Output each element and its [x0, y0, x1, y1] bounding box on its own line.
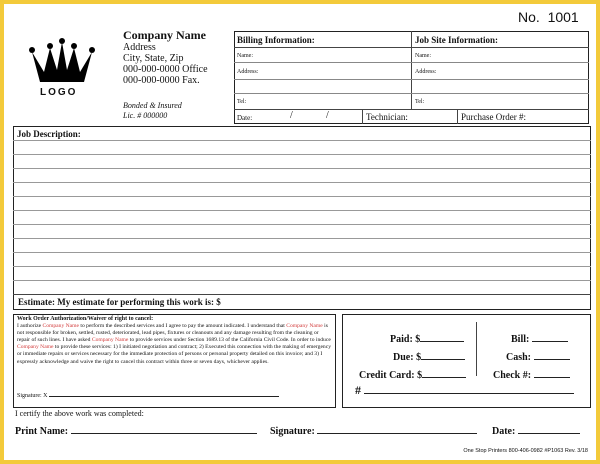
completion-date-field[interactable] [492, 424, 580, 437]
paid-dollar: $ [415, 334, 421, 345]
job-description-label: Job Description: [17, 129, 81, 139]
job-line-7 [13, 224, 591, 225]
authorization-p3: is not responsible for broken, settled, rusted, deteriorated, lead pipes, fixtures or cleanouts and any damage resulting from the cleaning or repair of such lines. I have asked [17, 323, 328, 344]
date-slash-2: / [326, 110, 329, 121]
credit-card-line[interactable] [422, 368, 466, 378]
meta-divider-2 [457, 109, 458, 124]
authorization-p2: to perform the described services and I agree to pay the amount indicated. I understand that [80, 323, 285, 330]
jobsite-name-label[interactable]: Name: [415, 53, 431, 59]
company-info [123, 28, 208, 86]
info-rule-2 [234, 79, 589, 80]
job-line-9 [13, 252, 591, 253]
print-name-field[interactable] [15, 424, 257, 437]
paid-label: Paid: [390, 334, 413, 345]
due-label: Due: [393, 352, 414, 363]
print-name-label: Print Name: [15, 426, 69, 437]
authorization-signature-label: Signature: X [17, 393, 48, 399]
job-line-8 [13, 238, 591, 239]
logo-text: LOGO [40, 87, 78, 98]
check-label: Check #: [493, 370, 532, 381]
date-slash-1: / [290, 110, 293, 121]
bill-label: Bill: [511, 334, 530, 345]
estimate-label[interactable]: Estimate: My estimate for performing this work is: $ [18, 297, 221, 307]
date-label[interactable]: Date: [237, 114, 253, 122]
crown-icon [26, 38, 98, 86]
form-number-label: No. [518, 9, 540, 25]
authorization-signature[interactable] [17, 390, 279, 399]
company-name: Company Name [123, 28, 206, 42]
job-line-3 [13, 168, 591, 169]
billing-address-label[interactable]: Address: [237, 69, 259, 75]
check-line[interactable] [534, 368, 570, 378]
info-header-rule [234, 47, 589, 48]
info-divider [411, 31, 412, 109]
job-line-6 [13, 210, 591, 211]
jobsite-header: Job Site Information: [415, 35, 498, 45]
info-rule-4 [234, 109, 589, 110]
company-bonded: Bonded & Insured [123, 101, 182, 110]
completion-date-line[interactable] [518, 424, 580, 434]
due-line[interactable] [421, 350, 465, 360]
billing-tel-label[interactable]: Tel: [237, 99, 247, 105]
jobsite-tel-label[interactable]: Tel: [415, 99, 425, 105]
company-fax: 000-000-0000 Fax. [123, 75, 200, 86]
work-order-form [4, 4, 596, 460]
check-field[interactable] [493, 368, 570, 381]
meta-divider-1 [362, 109, 363, 124]
bill-line[interactable] [532, 332, 568, 342]
authorization-p5: to provide these services: 1) I initiated negotiation and contract; 2) Executed this connection with the making of emergency or immediate repairs or services necessary for the immediate protection of persons or personal property detailed on this invoice; and 3) I expressly acknowledge and waive the right to cancel this contract within three or seven days, whichever applies. [17, 344, 332, 365]
authorization-title: Work Order Authorization/Waiver of right to cancel: [17, 316, 154, 322]
hash-label: # [355, 383, 361, 397]
authorization-company-4: Company Name [17, 344, 54, 351]
due-dollar: $ [416, 352, 422, 363]
cash-line[interactable] [534, 350, 570, 360]
form-number [518, 9, 579, 25]
job-line-12 [13, 294, 591, 295]
credit-card-label: Credit Card: [359, 370, 415, 381]
printer-footer: One Stop Printers 800-406-0982 #P1063 Rev. 3/18 [463, 448, 588, 454]
purchase-order-label[interactable]: Purchase Order #: [461, 112, 526, 122]
job-line-5 [13, 196, 591, 197]
job-line-11 [13, 280, 591, 281]
certify-text: I certify the above work was completed: [15, 409, 144, 418]
authorization-company-3: Company Name [91, 337, 129, 344]
authorization-text [17, 316, 333, 366]
due-field[interactable] [393, 350, 465, 363]
info-rule-1 [234, 62, 589, 63]
paid-field[interactable] [390, 332, 464, 345]
company-license: Lic. # 000000 [123, 111, 168, 120]
completion-date-label: Date: [492, 426, 516, 437]
job-line-1 [13, 140, 591, 141]
hash-field[interactable] [355, 383, 574, 398]
credit-card-dollar: $ [417, 370, 423, 381]
completion-signature-field[interactable] [270, 424, 477, 437]
cash-field[interactable] [506, 350, 570, 363]
authorization-company-1: Company Name [42, 323, 79, 330]
cash-label: Cash: [506, 352, 532, 363]
company-office-phone: 000-000-0000 Office [123, 64, 208, 75]
info-rule-3 [234, 93, 589, 94]
technician-label[interactable]: Technician: [366, 112, 408, 122]
paid-line[interactable] [420, 332, 464, 342]
company-bonded-block [123, 101, 182, 121]
authorization-p4: to provide services under Section 1689.13 of the California Civil Code. In order to induce [129, 337, 331, 344]
authorization-signature-line[interactable] [49, 390, 279, 397]
print-name-line[interactable] [71, 424, 257, 434]
jobsite-address-label[interactable]: Address: [415, 69, 437, 75]
completion-signature-label: Signature: [270, 426, 315, 437]
credit-card-field[interactable] [359, 368, 466, 381]
job-line-4 [13, 182, 591, 183]
authorization-p1: I authorize [17, 323, 42, 330]
job-line-10 [13, 266, 591, 267]
form-number-value: 1001 [547, 9, 579, 25]
authorization-company-2: Company Name [286, 323, 323, 330]
hash-line[interactable] [364, 384, 574, 394]
job-line-2 [13, 154, 591, 155]
bill-field[interactable] [511, 332, 568, 345]
company-address: Address [123, 42, 156, 53]
payment-divider [476, 322, 477, 376]
completion-signature-line[interactable] [317, 424, 477, 434]
billing-header: Billing Information: [237, 35, 315, 45]
billing-name-label[interactable]: Name: [237, 53, 253, 59]
company-city: City, State, Zip [123, 53, 184, 64]
